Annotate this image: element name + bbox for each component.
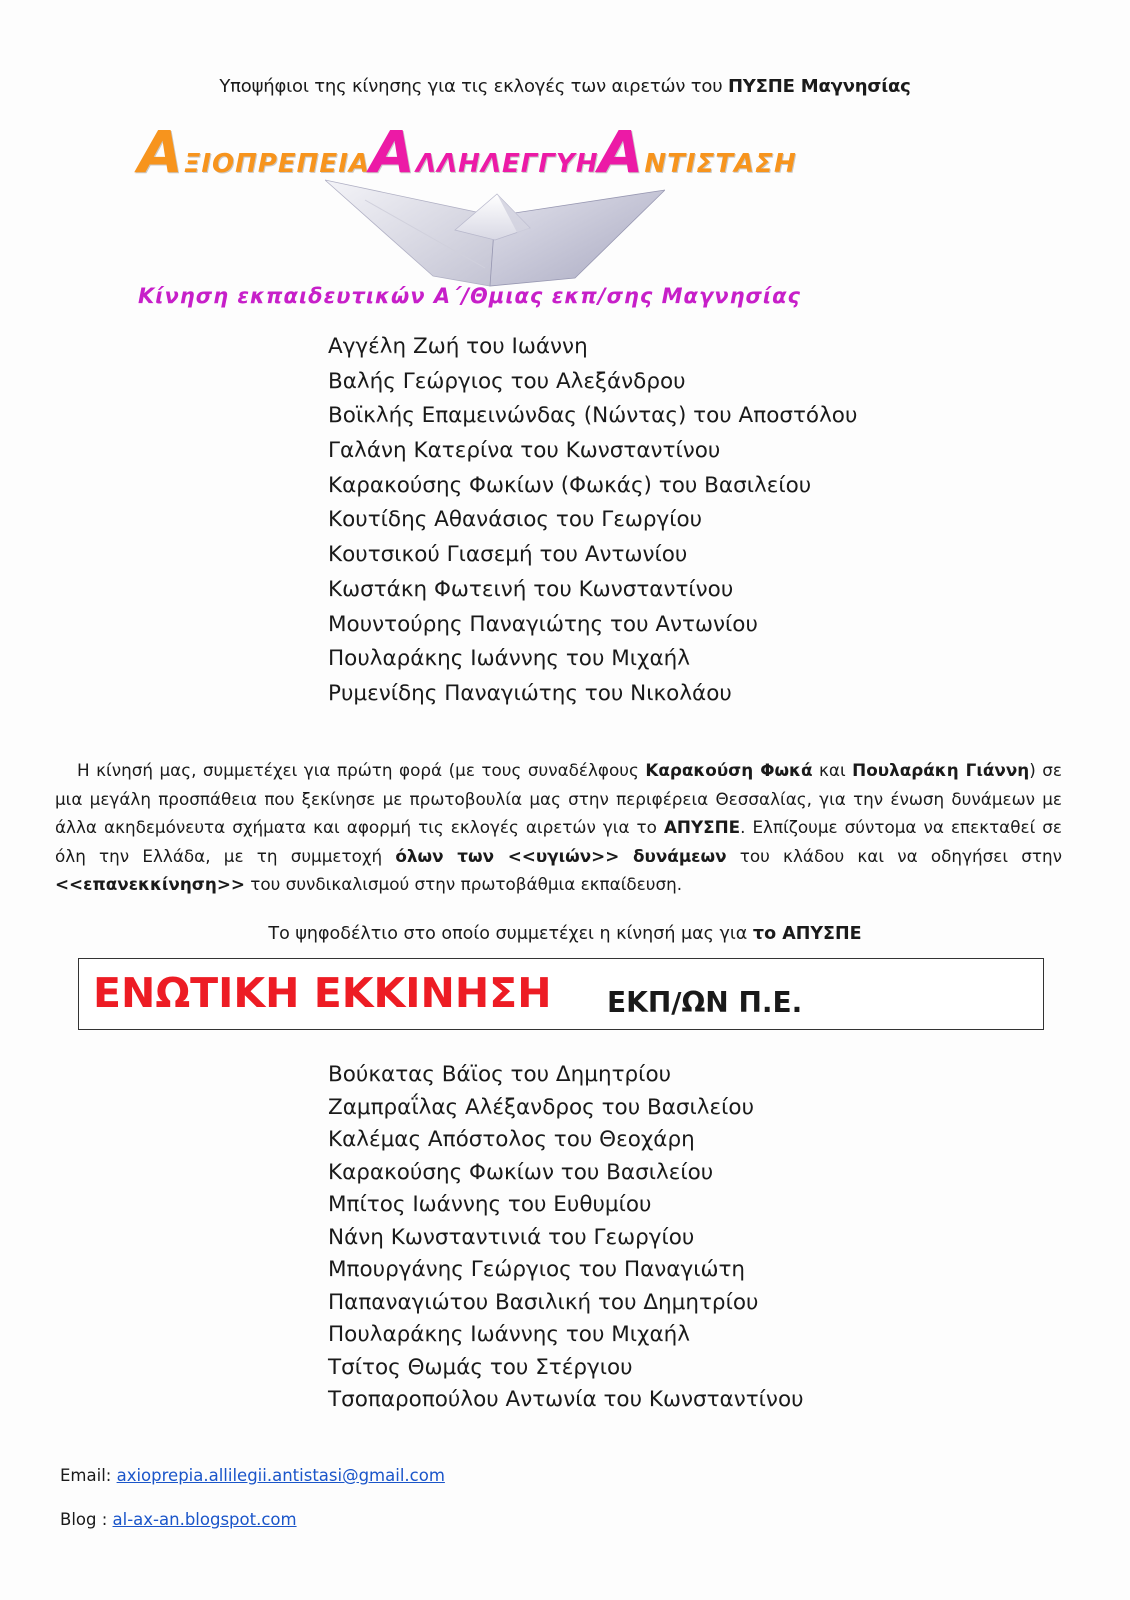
email-row [60,1466,445,1485]
paragraph-text: του κλάδου και να οδηγήσει στην [726,845,1062,866]
paragraph-text: Η κίνησή μας, συμμετέχει για πρώτη φορά (με τους συναδέλφους [77,760,646,780]
paragraph-bold: ΑΠΥΣΠΕ [663,817,741,837]
list-item: Γαλάνη Κατερίνα του Κωνσταντίνου [328,438,721,464]
paragraph-text: του συνδικαλισμού στην πρωτοβάθμια εκπαίδευση. [244,874,683,894]
email-link[interactable]: axioprepia.allilegii.antistasi@gmail.com [116,1466,445,1485]
list-item: Πουλαράκης Ιωάννης του Μιχαήλ [328,1322,690,1347]
logo-word3-initial: Α [598,118,645,186]
paragraph-text: ) σε μια μεγάλη προσπάθεια που ξεκίνησε με πρωτοβουλία μας στην περιφέρεια Θεσσαλίας, για την ένωση δυνάμεων με άλλα ακηδεμόνευτα σχήματα και αφορμή τις εκλογές αιρετών για το [55,760,1062,837]
list-item: Βούκατας Βάϊος του Δημητρίου [328,1062,672,1087]
list-item: Καρακούσης Φωκίων του Βασιλείου [328,1159,714,1185]
paragraph-bold: Καρακούση Φωκά [645,760,813,780]
ballot-name-black: ΕΚΠ/ΩΝ Π.Ε. [607,986,803,1019]
list-item: Κουτσικού Γιασεμή του Αντωνίου [328,542,688,568]
list-item: Ρυμενίδης Παναγιώτης του Νικολάου [328,680,732,706]
paragraph-bold: Πουλαράκη Γιάννη [852,760,1030,780]
paper-boat-icon [325,178,665,288]
list-item: Μπουργάνης Γεώργιος του Παναγιώτη [328,1257,746,1282]
ballot-heading-text: Το ψηφοδέλτιο στο οποίο συμμετέχει η κίνησή μας για [268,924,753,944]
blog-link[interactable]: al-ax-an.blogspot.com [112,1510,297,1529]
list-item: Τσοπαροπούλου Αντωνία του Κωνσταντίνου [328,1387,804,1412]
header-subtitle-text: Υποψήφιοι της κίνησης για τις εκλογές των αιρετών του [219,76,728,97]
list-item: Βοϊκλής Επαμεινώνδας (Νώντας) του Αποστόλου [328,403,858,429]
paragraph-bold: <<επανεκκίνηση>> [55,874,245,894]
list-item: Καρακούσης Φωκίων (Φωκάς) του Βασιλείου [328,472,812,498]
paragraph-text: . Ελπίζουμε σύντομα να επεκταθεί σε όλη την Ελλάδα, με τη συμμετοχή [55,817,1062,866]
list-item: Παπαναγιώτου Βασιλική του Δημητρίου [328,1289,759,1315]
logo-word2-initial: Α [370,118,416,186]
list-item: Πουλαράκης Ιωάννης του Μιχαήλ [328,646,690,672]
email-label: Email: [60,1466,117,1485]
logo-word1-initial: Α [138,118,184,186]
list-item: Κωστάκη Φωτεινή του Κωνσταντίνου [328,576,734,602]
paragraph-text: και [812,760,853,780]
logo-title [138,118,797,186]
list-item: Κουτίδης Αθανάσιος του Γεωργίου [328,507,703,533]
ballot-heading-bold: το ΑΠΥΣΠΕ [752,924,862,944]
list-item: Αγγέλη Ζωή του Ιωάννη [328,334,588,359]
list-item: Μπίτος Ιωάννης του Ευθυμίου [328,1192,652,1217]
list-item: Καλέμας Απόστολος του Θεοχάρη [328,1127,695,1152]
ballot-name-box [78,958,1044,1030]
list-item: Τσίτος Θωμάς του Στέργιου [328,1354,633,1380]
pyspe-candidate-list [328,330,857,712]
header-subtitle-bold: ΠΥΣΠΕ Μαγνησίας [727,76,911,97]
apyspe-candidate-list [328,1059,804,1417]
list-item: Βαλής Γεώργιος του Αλεξάνδρου [328,368,686,394]
ballot-heading [0,924,1130,944]
logo-word1-rest: ΞΙΟΠΡΕΠΕΙΑ [183,149,370,179]
blog-label: Blog : [60,1510,113,1529]
blog-row [60,1510,297,1529]
header-subtitle [0,76,1130,97]
logo-word2-rest: ΛΛΗΛΕΓΓΥΗ [415,149,599,179]
list-item: Νάνη Κωνσταντινιά του Γεωργίου [328,1224,695,1250]
list-item: Ζαμπραΐλας Αλέξανδρος του Βασιλείου [328,1094,755,1120]
movement-line: Κίνηση εκπαιδευτικών Α΄/Θμιας εκπ/σης Μαγνησίας [138,284,801,308]
paragraph-bold: όλων των <<υγιών>> δυνάμεων [395,845,727,866]
description-paragraph [55,756,1062,899]
list-item: Μουντούρης Παναγιώτης του Αντωνίου [328,611,758,637]
ballot-name-red: ΕΝΩΤΙΚΗ ΕΚΚΙΝΗΣΗ [93,969,552,1017]
logo-word3-rest: ΝΤΙΣΤΑΣΗ [644,149,797,179]
